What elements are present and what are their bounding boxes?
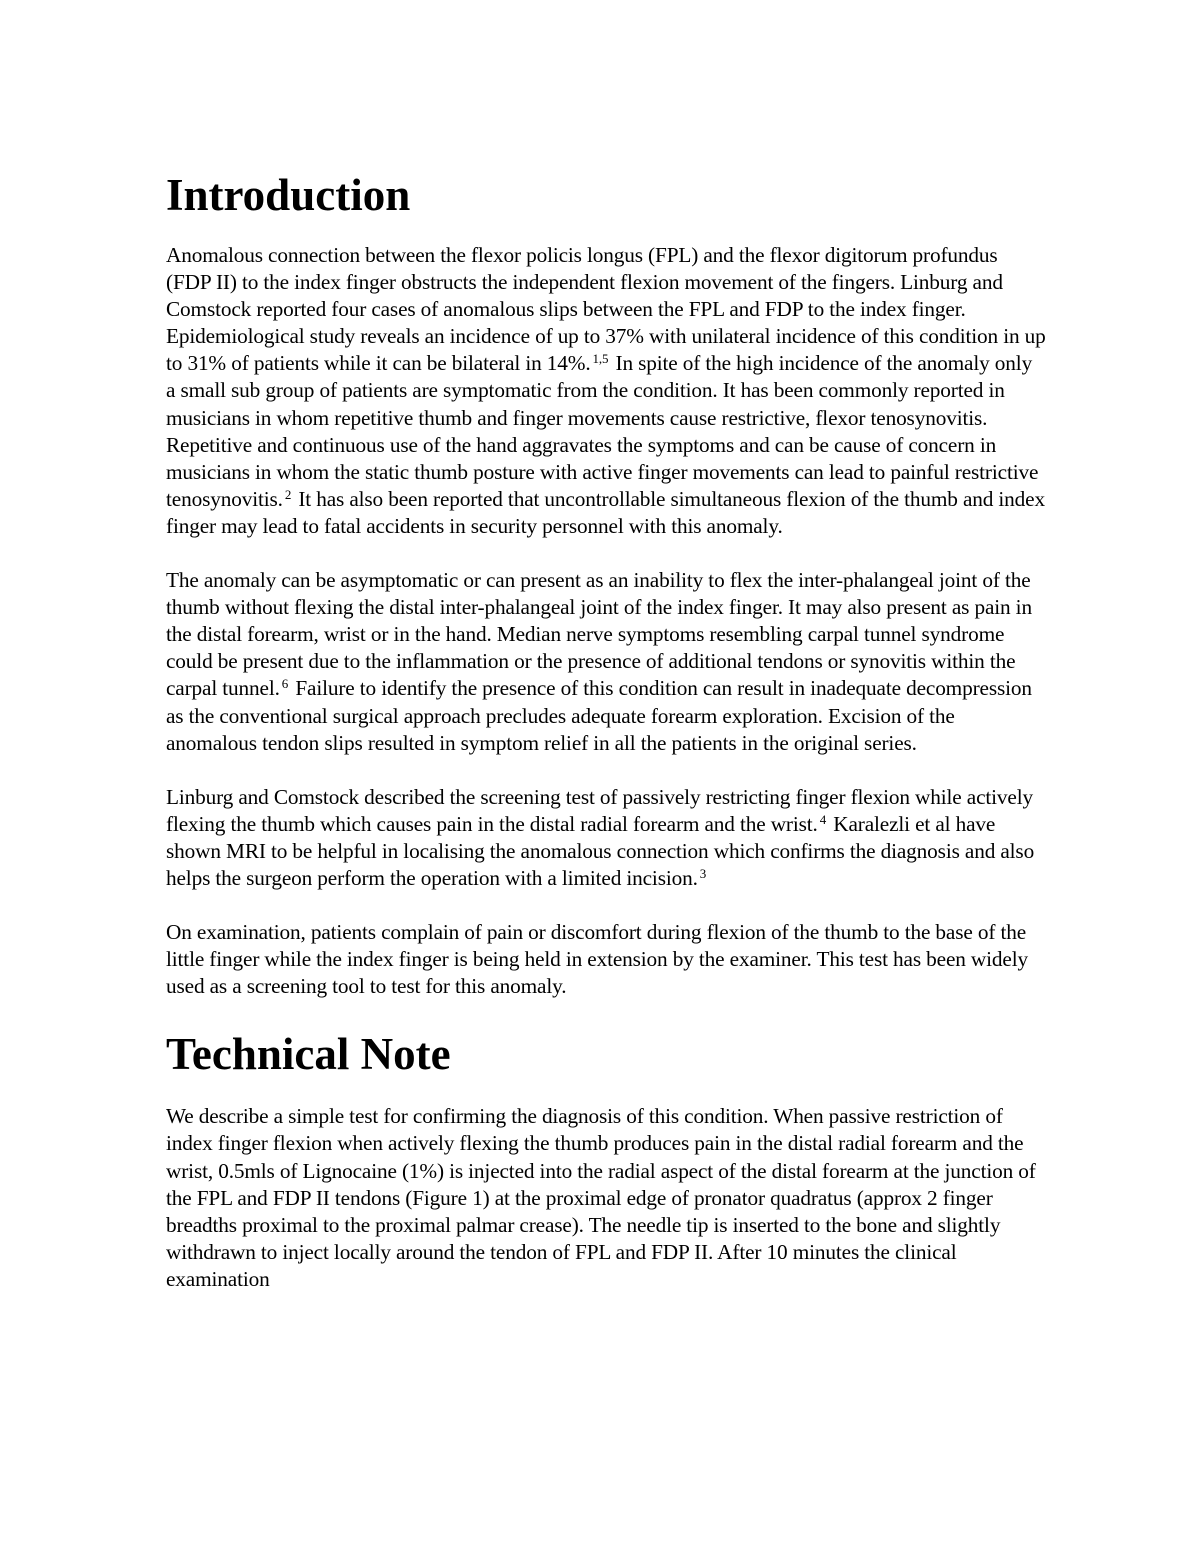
- intro-paragraph-2: [166, 567, 1046, 757]
- text-run: We describe a simple test for confirming the diagnosis of this condition. When passive restriction of index finger flexion when actively flexing the thumb produces pain in the distal radial forearm and the wrist, 0.5mls of Lignocaine (1%) is injected into the radial aspect of the distal forearm at the junction of the FPL and FDP II tendons (Figure 1) at the proximal edge of pronator quadratus (approx 2 finger breadths proximal to the proximal palmar crease). The needle tip is inserted to the bone and slightly withdrawn to inject locally around the tendon of FPL and FDP II. After 10 minutes the clinical examination: [166, 1104, 1036, 1291]
- citation-superscript: 3: [699, 865, 707, 881]
- text-run: Failure to identify the presence of this condition can result in inadequate decompression as the conventional surgical approach precludes adequate forearm exploration. Excision of the anomalous tendon slips resulted in symptom relief in all the patients in the original series.: [166, 676, 1032, 755]
- text-run: It has also been reported that uncontrollable simultaneous flexion of the thumb and index finger may lead to fatal accidents in security personnel with this anomaly.: [166, 486, 1045, 538]
- text-run: The anomaly can be asymptomatic or can present as an inability to flex the inter-phalangeal joint of the thumb without flexing the distal inter-phalangeal joint of the index finger. It may also present as pain in the distal forearm, wrist or in the hand. Median nerve symptoms resembling carpal tunnel syndrome could be present due to the inflammation or the presence of additional tendons or synovitis within the carpal tunnel.: [166, 568, 1032, 701]
- citation-superscript: 1,5: [592, 351, 609, 367]
- intro-paragraph-3: [166, 784, 1046, 892]
- section-heading-introduction: Introduction: [166, 170, 411, 220]
- section-heading-technical-note: Technical Note: [166, 1029, 451, 1080]
- intro-paragraph-1: [166, 242, 1046, 540]
- text-run: Karalezli et al have shown MRI to be helpful in localising the anomalous connection which confirms the diagnosis and also helps the surgeon perform the operation with a limited incision.: [166, 811, 1035, 890]
- technical-note-paragraph-1: [166, 1103, 1046, 1293]
- citation-superscript: 6: [281, 676, 289, 692]
- text-run: Linburg and Comstock described the screening test of passively restricting finger flexion while actively flexing the thumb which causes pain in the distal radial forearm and the wrist.: [166, 784, 1033, 836]
- intro-paragraph-4: [166, 919, 1046, 1000]
- citation-superscript: 4: [819, 811, 827, 827]
- citation-superscript: 2: [284, 486, 292, 502]
- text-run: On examination, patients complain of pain or discomfort during flexion of the thumb to the base of the little finger while the index finger is being held in extension by the examiner. This test has been widely used as a screening tool to test for this anomaly.: [166, 920, 1028, 999]
- text-run: Anomalous connection between the flexor policis longus (FPL) and the flexor digitorum profundus (FDP II) to the index finger obstructs the independent flexion movement of the fingers. Linburg and Comstock reported four cases of anomalous slips between the FPL and FDP to the index finger. Epidemiological study reveals an incidence of up to 37% with unilateral incidence of this condition in up to 31% of patients while it can be bilateral in 14%.: [166, 243, 1046, 376]
- text-run: In spite of the high incidence of the anomaly only a small sub group of patients are symptomatic from the condition. It has been commonly reported in musicians in whom repetitive thumb and finger movements cause restrictive, flexor tenosynovitis. Repetitive and continuous use of the hand aggravates the symptoms and can be cause of concern in musicians in whom the static thumb posture with active finger movements can lead to painful restrictive tenosynovitis.: [166, 351, 1039, 511]
- document-page: [166, 168, 1046, 1320]
